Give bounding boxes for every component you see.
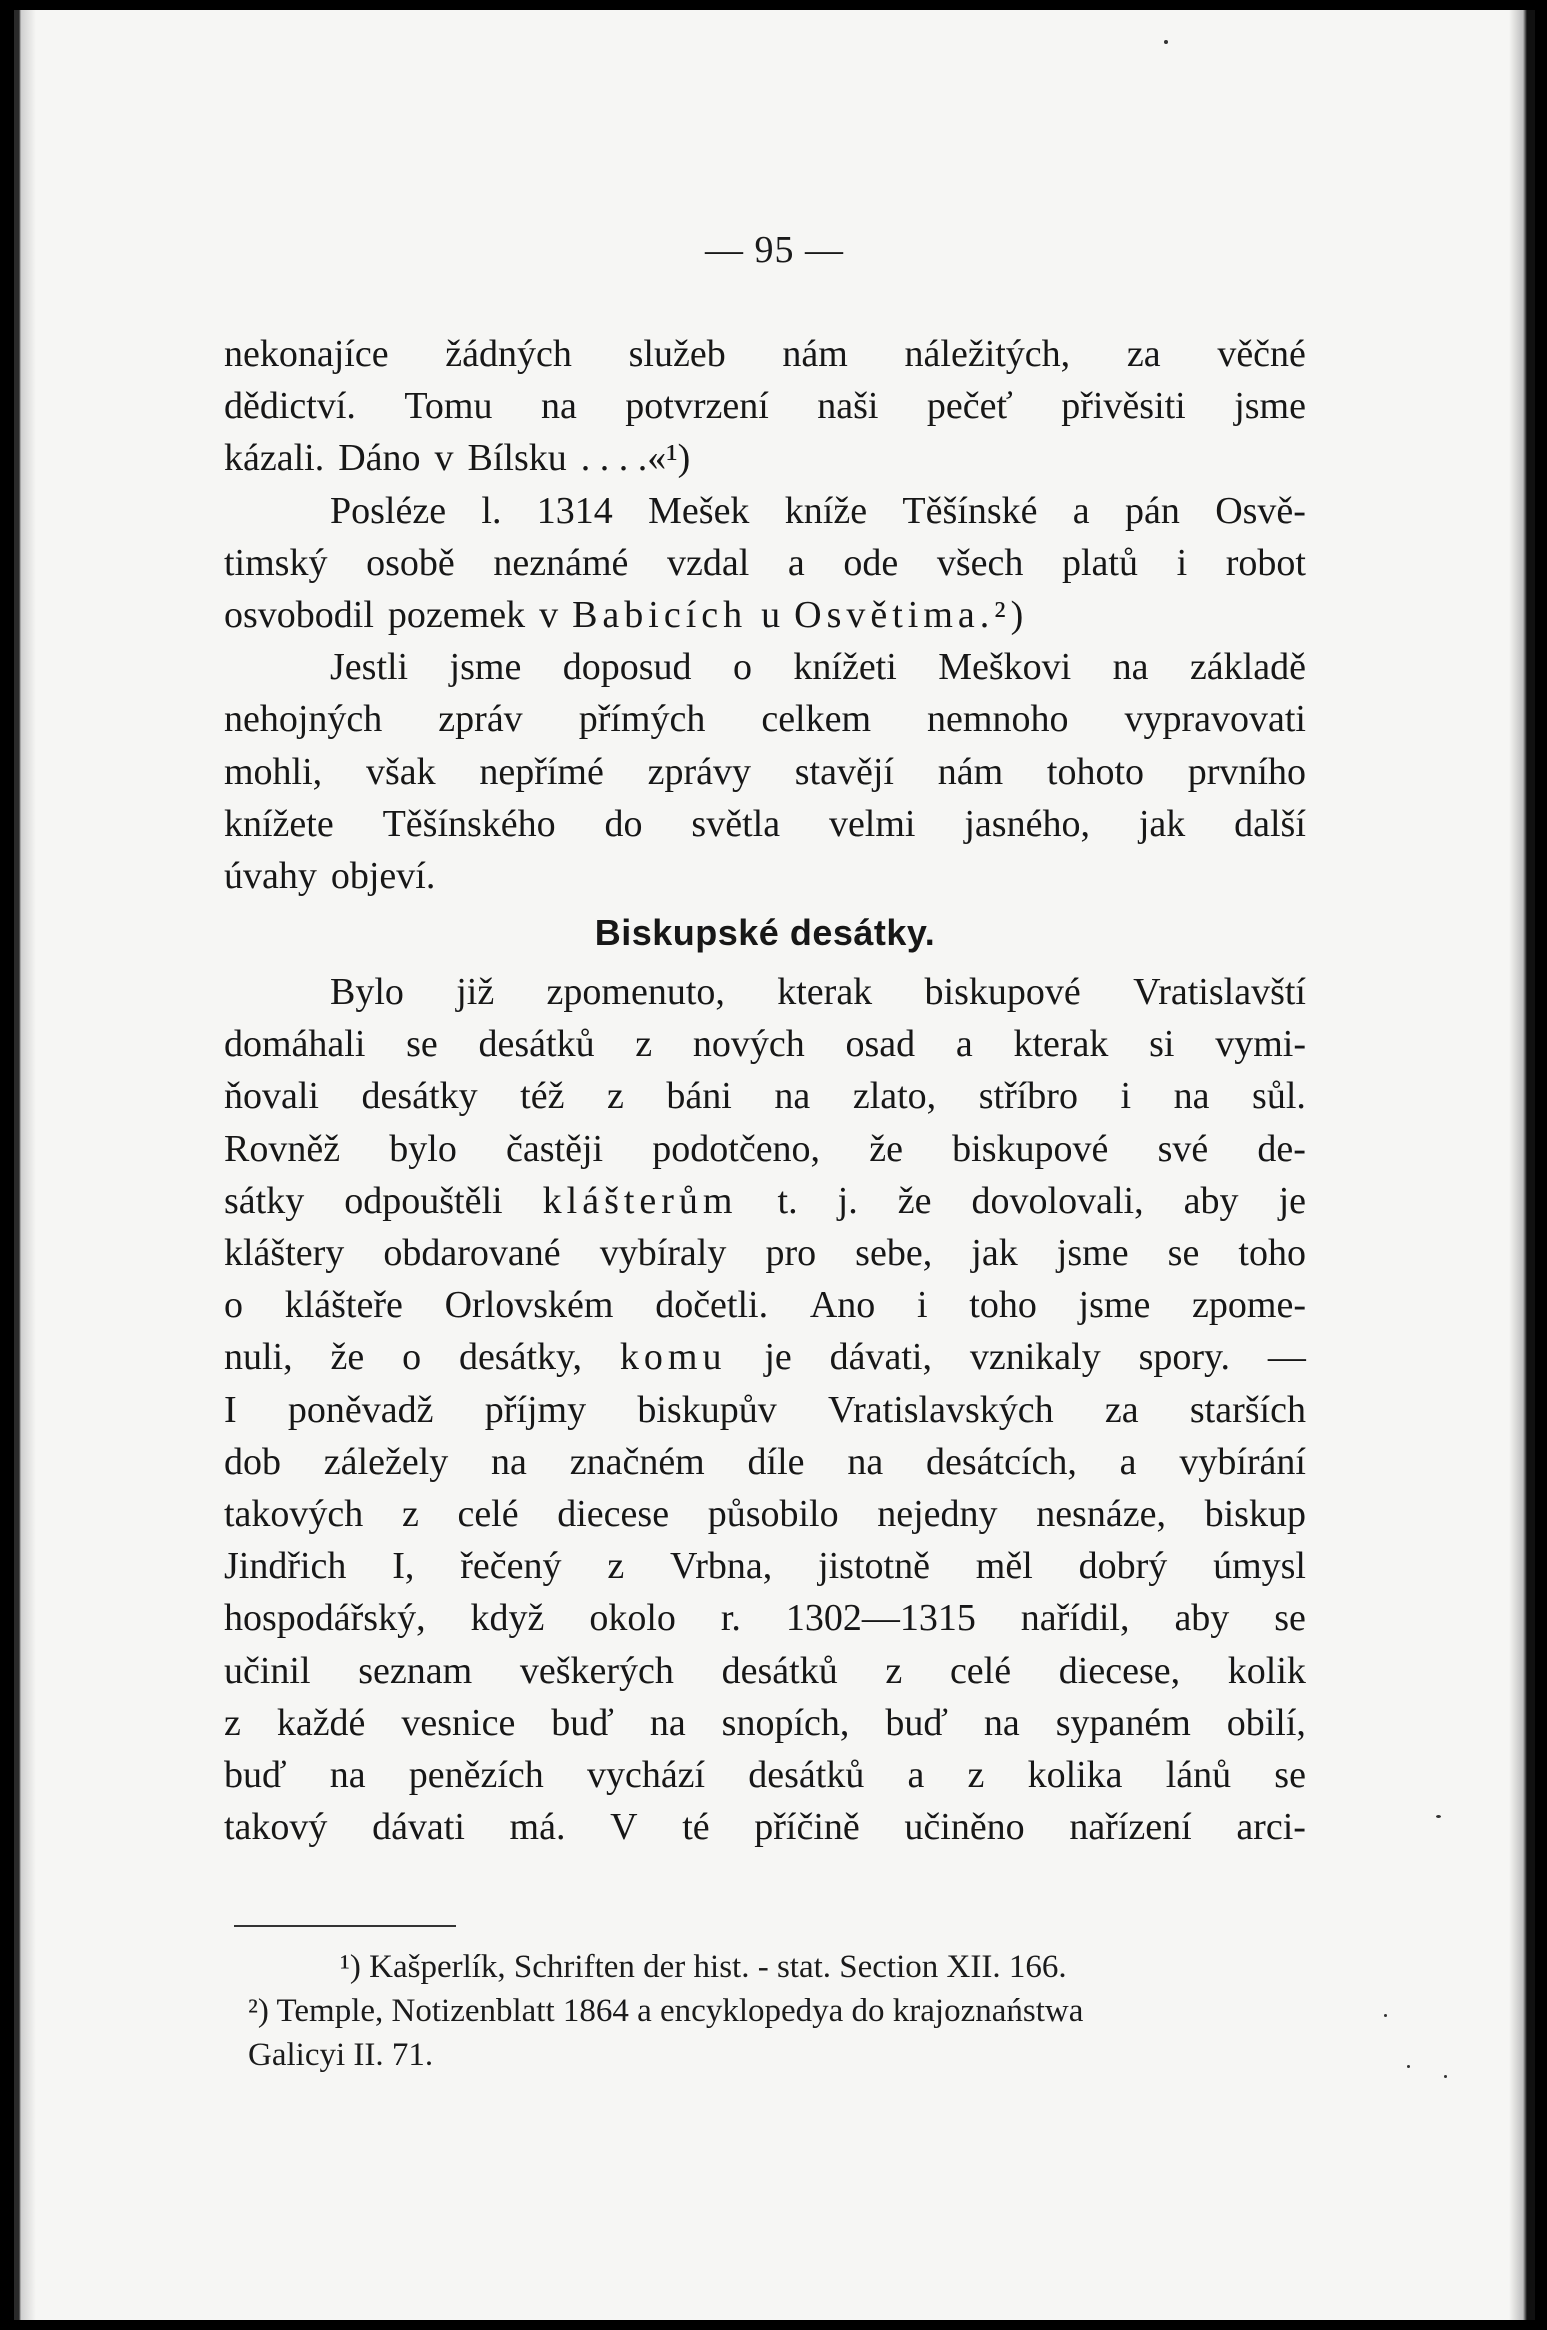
word: doposud bbox=[562, 646, 692, 689]
text-line bbox=[224, 1436, 1306, 1488]
text-line bbox=[224, 641, 1306, 693]
word: z bbox=[607, 1075, 624, 1118]
text-line bbox=[224, 380, 1306, 432]
word: nuli, bbox=[224, 1336, 293, 1379]
section-heading: Biskupské desátky. bbox=[594, 912, 936, 954]
word: přivěsiti bbox=[1061, 385, 1186, 428]
word: již bbox=[456, 971, 495, 1014]
word: stříbro bbox=[978, 1075, 1078, 1118]
word: zpráv bbox=[438, 698, 523, 741]
word: však bbox=[365, 750, 436, 793]
word: úvahy bbox=[224, 854, 317, 897]
word: obdarované bbox=[383, 1232, 561, 1274]
word: dob bbox=[224, 1440, 281, 1483]
word: buď bbox=[551, 1701, 614, 1744]
word: Tomu bbox=[404, 385, 493, 428]
word: o bbox=[402, 1336, 422, 1379]
word: za bbox=[1126, 333, 1161, 375]
word: buď bbox=[885, 1701, 948, 1744]
word: stavějí bbox=[794, 750, 894, 793]
word: Vratislavští bbox=[1133, 971, 1306, 1014]
word: penězích bbox=[408, 1753, 544, 1796]
word: Mešek bbox=[648, 489, 750, 532]
word: Bylo bbox=[330, 971, 404, 1014]
word: žádných bbox=[445, 333, 572, 375]
text-line bbox=[224, 1801, 1306, 1853]
word: působilo bbox=[707, 1492, 839, 1535]
word: pozemek bbox=[387, 593, 526, 636]
word: r. bbox=[720, 1597, 741, 1640]
text-line bbox=[224, 1331, 1306, 1383]
text-line bbox=[224, 1749, 1306, 1801]
word: za bbox=[1104, 1388, 1139, 1431]
word: jak bbox=[971, 1232, 1018, 1274]
word: dědictví. bbox=[224, 385, 356, 428]
book-page bbox=[14, 10, 1535, 2320]
text-line bbox=[224, 1279, 1306, 1331]
word: Těšínské bbox=[902, 489, 1038, 532]
word: dobrý bbox=[1078, 1545, 1168, 1588]
text-line bbox=[224, 1070, 1306, 1122]
word: vzdal bbox=[666, 541, 750, 584]
word: v bbox=[434, 437, 454, 480]
word: takový bbox=[224, 1806, 328, 1849]
word: vznikaly bbox=[969, 1336, 1101, 1379]
word: všech bbox=[936, 541, 1024, 584]
word: Těšínského bbox=[382, 802, 556, 845]
text-line bbox=[224, 1175, 1306, 1227]
word: nesnáze, bbox=[1036, 1492, 1166, 1535]
word: a bbox=[1072, 489, 1090, 532]
text-line bbox=[224, 1488, 1306, 1540]
word: Meškovi bbox=[938, 646, 1072, 689]
word: Rovněž bbox=[224, 1127, 341, 1170]
word: prvního bbox=[1187, 750, 1306, 793]
word: j. bbox=[837, 1179, 858, 1222]
word: na bbox=[774, 1075, 811, 1118]
text-line bbox=[224, 485, 1306, 537]
word: na bbox=[540, 385, 577, 428]
word: dočetli. bbox=[655, 1284, 769, 1327]
word: se bbox=[1167, 1232, 1200, 1274]
word: l. bbox=[481, 489, 502, 532]
word: nařízení bbox=[1069, 1806, 1192, 1849]
word: zprávy bbox=[647, 750, 751, 793]
word: příčině bbox=[754, 1806, 860, 1849]
word: nám bbox=[937, 750, 1004, 793]
word: z bbox=[967, 1753, 985, 1796]
word: robot bbox=[1225, 541, 1306, 584]
word: a bbox=[955, 1023, 973, 1066]
text-line bbox=[224, 537, 1306, 589]
word: z bbox=[885, 1649, 903, 1692]
word: . . . .«¹) bbox=[580, 437, 691, 480]
word: arci- bbox=[1236, 1806, 1306, 1849]
word: objeví. bbox=[330, 854, 436, 897]
word: biskup bbox=[1204, 1492, 1306, 1535]
word: nemnoho bbox=[927, 698, 1069, 741]
word: kláštery bbox=[224, 1232, 345, 1274]
word: jsme bbox=[1234, 385, 1306, 428]
word: a bbox=[787, 541, 805, 584]
word: odpouštěli bbox=[344, 1179, 503, 1222]
text-line bbox=[224, 1697, 1306, 1749]
word: že bbox=[897, 1179, 932, 1222]
word: značném bbox=[569, 1440, 705, 1483]
word: jak bbox=[1138, 802, 1186, 845]
word: kolik bbox=[1227, 1649, 1306, 1692]
word: diecese bbox=[557, 1492, 670, 1535]
word: desátky bbox=[361, 1075, 478, 1118]
word: své bbox=[1157, 1127, 1209, 1170]
word: zlato, bbox=[852, 1075, 937, 1118]
word: sebe, bbox=[855, 1232, 933, 1274]
word: v bbox=[539, 593, 559, 636]
text-line bbox=[224, 1384, 1306, 1436]
word: je bbox=[764, 1336, 792, 1379]
text-line bbox=[224, 432, 1306, 484]
word: na bbox=[1112, 646, 1149, 689]
word: nařídil, bbox=[1020, 1597, 1130, 1640]
word: knížeti bbox=[793, 646, 897, 689]
footnote-1: ¹) Kašperlík, Schriften der hist. - stat. Section XII. 166. bbox=[340, 1949, 1067, 1985]
text-line bbox=[224, 850, 1306, 902]
word: vybíraly bbox=[599, 1232, 727, 1274]
word: desátky, bbox=[458, 1336, 583, 1379]
word: základě bbox=[1189, 646, 1306, 689]
text-line bbox=[224, 1123, 1306, 1175]
word: a bbox=[1119, 1440, 1137, 1483]
word: řečený bbox=[460, 1545, 562, 1588]
word: veškerých bbox=[519, 1649, 674, 1692]
word: na bbox=[1173, 1075, 1210, 1118]
word: klášteře bbox=[284, 1284, 403, 1327]
word: celkem bbox=[761, 698, 872, 741]
word: sypaném bbox=[1055, 1701, 1191, 1744]
word: nejedny bbox=[877, 1492, 998, 1535]
word: t. bbox=[777, 1179, 798, 1222]
word: Osvětima.²) bbox=[794, 593, 1029, 636]
word: učiněno bbox=[904, 1806, 1025, 1849]
word: vymi- bbox=[1215, 1023, 1306, 1066]
word: toho bbox=[969, 1284, 1037, 1327]
word: podotčeno, bbox=[652, 1127, 821, 1170]
text-line bbox=[224, 1540, 1306, 1592]
word: pán bbox=[1125, 489, 1180, 532]
word: osad bbox=[845, 1023, 916, 1066]
word: pečeť bbox=[926, 385, 1013, 428]
word: kníže bbox=[784, 489, 868, 532]
footnotes bbox=[232, 1945, 1306, 2077]
word: obilí, bbox=[1226, 1701, 1306, 1744]
word: jasného, bbox=[964, 802, 1090, 845]
word: učinil bbox=[224, 1649, 311, 1692]
word: kolika bbox=[1027, 1753, 1123, 1796]
word: o bbox=[732, 646, 752, 689]
word: naši bbox=[817, 385, 879, 428]
word: z bbox=[635, 1023, 653, 1066]
word: si bbox=[1149, 1023, 1175, 1066]
word: když bbox=[470, 1597, 545, 1640]
word: z bbox=[607, 1545, 625, 1588]
page-edge-right bbox=[1509, 10, 1535, 2320]
text-line bbox=[224, 1592, 1306, 1644]
word: záležely bbox=[323, 1440, 449, 1483]
word: biskupové bbox=[952, 1127, 1109, 1170]
word: té bbox=[682, 1806, 710, 1849]
word: desátcích, bbox=[926, 1440, 1077, 1483]
word: lánů bbox=[1165, 1753, 1232, 1796]
word: spory. bbox=[1138, 1336, 1231, 1379]
word: častěji bbox=[506, 1127, 604, 1170]
word: potvrzení bbox=[625, 385, 769, 428]
word: ode bbox=[843, 541, 899, 584]
text-line bbox=[224, 746, 1306, 798]
word: nových bbox=[692, 1023, 805, 1066]
word: se bbox=[1274, 1753, 1306, 1796]
word: mohli, bbox=[224, 750, 323, 793]
word: zpomenuto, bbox=[546, 971, 725, 1014]
word: de- bbox=[1257, 1127, 1306, 1170]
word: je bbox=[1278, 1179, 1306, 1222]
word: poněvadž bbox=[287, 1388, 434, 1431]
word: Posléze bbox=[330, 489, 447, 532]
word: toho bbox=[1238, 1232, 1306, 1274]
word: Dáno bbox=[338, 437, 421, 480]
word: kterak bbox=[1013, 1023, 1109, 1066]
word: nám bbox=[782, 333, 848, 375]
word: i bbox=[916, 1284, 928, 1327]
word: starších bbox=[1189, 1388, 1306, 1431]
word: Bílsku bbox=[467, 437, 567, 480]
text-line bbox=[224, 1645, 1306, 1697]
word: pro bbox=[765, 1232, 817, 1274]
text-line bbox=[224, 1018, 1306, 1070]
word: že bbox=[330, 1336, 365, 1379]
word: i bbox=[1120, 1075, 1132, 1118]
word: na bbox=[983, 1701, 1020, 1744]
word: že bbox=[869, 1127, 903, 1170]
text-line bbox=[224, 693, 1306, 745]
word: zpome- bbox=[1192, 1284, 1306, 1327]
word: další bbox=[1234, 802, 1306, 845]
word: V bbox=[610, 1806, 638, 1849]
text-line bbox=[224, 966, 1306, 1018]
word: platů bbox=[1062, 541, 1138, 584]
word: I bbox=[224, 1388, 237, 1431]
word: báni bbox=[666, 1075, 732, 1118]
text-line bbox=[224, 1227, 1306, 1279]
word: Ano bbox=[809, 1284, 876, 1327]
word: a bbox=[907, 1753, 925, 1796]
word: jsme bbox=[1056, 1232, 1129, 1274]
word: se bbox=[406, 1023, 438, 1066]
word: sůl. bbox=[1252, 1075, 1306, 1118]
page-number: — 95 — bbox=[705, 229, 844, 271]
word: vesnice bbox=[401, 1701, 516, 1744]
word: neznámé bbox=[493, 541, 629, 584]
footnote-rule bbox=[234, 1925, 456, 1927]
word: celé bbox=[457, 1492, 519, 1535]
word: služeb bbox=[628, 333, 726, 375]
word: osvobodil bbox=[224, 593, 374, 636]
word: 1314 bbox=[536, 489, 613, 532]
word: na bbox=[329, 1753, 366, 1796]
word: nepřímé bbox=[479, 750, 604, 793]
word: dávati, bbox=[829, 1336, 932, 1379]
word: biskupův bbox=[637, 1388, 777, 1431]
word: do bbox=[604, 802, 643, 845]
word: nekonajíce bbox=[224, 333, 389, 375]
word: i bbox=[1176, 541, 1188, 584]
page-edge-left bbox=[14, 10, 36, 2320]
word: domáhali bbox=[224, 1023, 366, 1066]
text-line bbox=[224, 589, 1306, 641]
word: sátky bbox=[224, 1179, 305, 1222]
word: bylo bbox=[389, 1127, 457, 1170]
word: hospodářský, bbox=[224, 1597, 426, 1640]
word: buď bbox=[224, 1753, 287, 1796]
word: z bbox=[224, 1701, 241, 1744]
word: velmi bbox=[828, 802, 916, 845]
word: měl bbox=[975, 1545, 1033, 1588]
word: Osvě- bbox=[1215, 489, 1306, 532]
word: klášterům bbox=[542, 1179, 738, 1222]
word: příjmy bbox=[484, 1388, 587, 1431]
text-line bbox=[224, 798, 1306, 850]
word: každé bbox=[276, 1701, 366, 1744]
word: u bbox=[761, 593, 781, 636]
word: knížete bbox=[224, 802, 334, 845]
word: dávati bbox=[372, 1806, 465, 1849]
word: Babicích bbox=[572, 593, 748, 636]
text-line bbox=[224, 328, 1306, 380]
word: tohoto bbox=[1046, 750, 1145, 793]
word: Vratislavských bbox=[827, 1388, 1054, 1431]
word: se bbox=[1274, 1597, 1306, 1640]
word: dovolovali, bbox=[971, 1179, 1144, 1222]
word: jsme bbox=[449, 646, 522, 689]
body-text bbox=[224, 328, 1306, 1853]
word: snopích, bbox=[721, 1701, 850, 1744]
word: na bbox=[649, 1701, 686, 1744]
paragraph-block-2 bbox=[224, 966, 1306, 1853]
word: světla bbox=[691, 802, 781, 845]
word: vybírání bbox=[1179, 1440, 1306, 1483]
footnote-2-continued: Galicyi II. 71. bbox=[248, 2037, 434, 2073]
word: desátků bbox=[478, 1023, 595, 1066]
word: Jindřich bbox=[224, 1545, 347, 1588]
word: — bbox=[1267, 1336, 1306, 1379]
word: ňovali bbox=[224, 1075, 319, 1118]
word: kterak bbox=[777, 971, 873, 1014]
word: náležitých, bbox=[904, 333, 1071, 375]
word: přímých bbox=[578, 698, 706, 741]
word: Vrbna, bbox=[670, 1545, 773, 1588]
word: I, bbox=[392, 1545, 415, 1588]
word: osobě bbox=[366, 541, 455, 584]
word: Orlovském bbox=[444, 1284, 614, 1327]
word: 1302—1315 bbox=[785, 1597, 976, 1640]
word: úmysl bbox=[1213, 1545, 1306, 1588]
word: kázali. bbox=[224, 437, 325, 480]
word: biskupové bbox=[924, 971, 1081, 1014]
word: díle bbox=[747, 1440, 805, 1483]
word: nehojných bbox=[224, 698, 383, 741]
word: věčné bbox=[1217, 333, 1306, 375]
word: komu bbox=[619, 1336, 727, 1379]
word: okolo bbox=[589, 1597, 676, 1640]
word: desátků bbox=[721, 1649, 838, 1692]
word: z bbox=[401, 1492, 419, 1535]
word: takových bbox=[224, 1492, 364, 1535]
word: vypravovati bbox=[1124, 698, 1306, 741]
word: aby bbox=[1174, 1597, 1230, 1640]
word: seznam bbox=[358, 1649, 473, 1692]
word: desátků bbox=[748, 1753, 865, 1796]
word: aby bbox=[1183, 1179, 1239, 1222]
word: též bbox=[520, 1075, 565, 1118]
word: na bbox=[847, 1440, 884, 1483]
word: timský bbox=[224, 541, 328, 584]
footnote-2: ²) Temple, Notizenblatt 1864 a encyklopedya do krajoznaństwa bbox=[248, 1993, 1084, 2029]
word: vychází bbox=[586, 1753, 706, 1796]
word: o bbox=[224, 1284, 243, 1327]
word: na bbox=[491, 1440, 527, 1483]
word: má. bbox=[509, 1806, 566, 1849]
word: Jestli bbox=[330, 646, 409, 689]
paragraph-block-1 bbox=[224, 328, 1306, 902]
word: diecese, bbox=[1058, 1649, 1181, 1692]
word: jistotně bbox=[818, 1545, 930, 1588]
word: celé bbox=[949, 1649, 1012, 1692]
word: jsme bbox=[1078, 1284, 1151, 1327]
